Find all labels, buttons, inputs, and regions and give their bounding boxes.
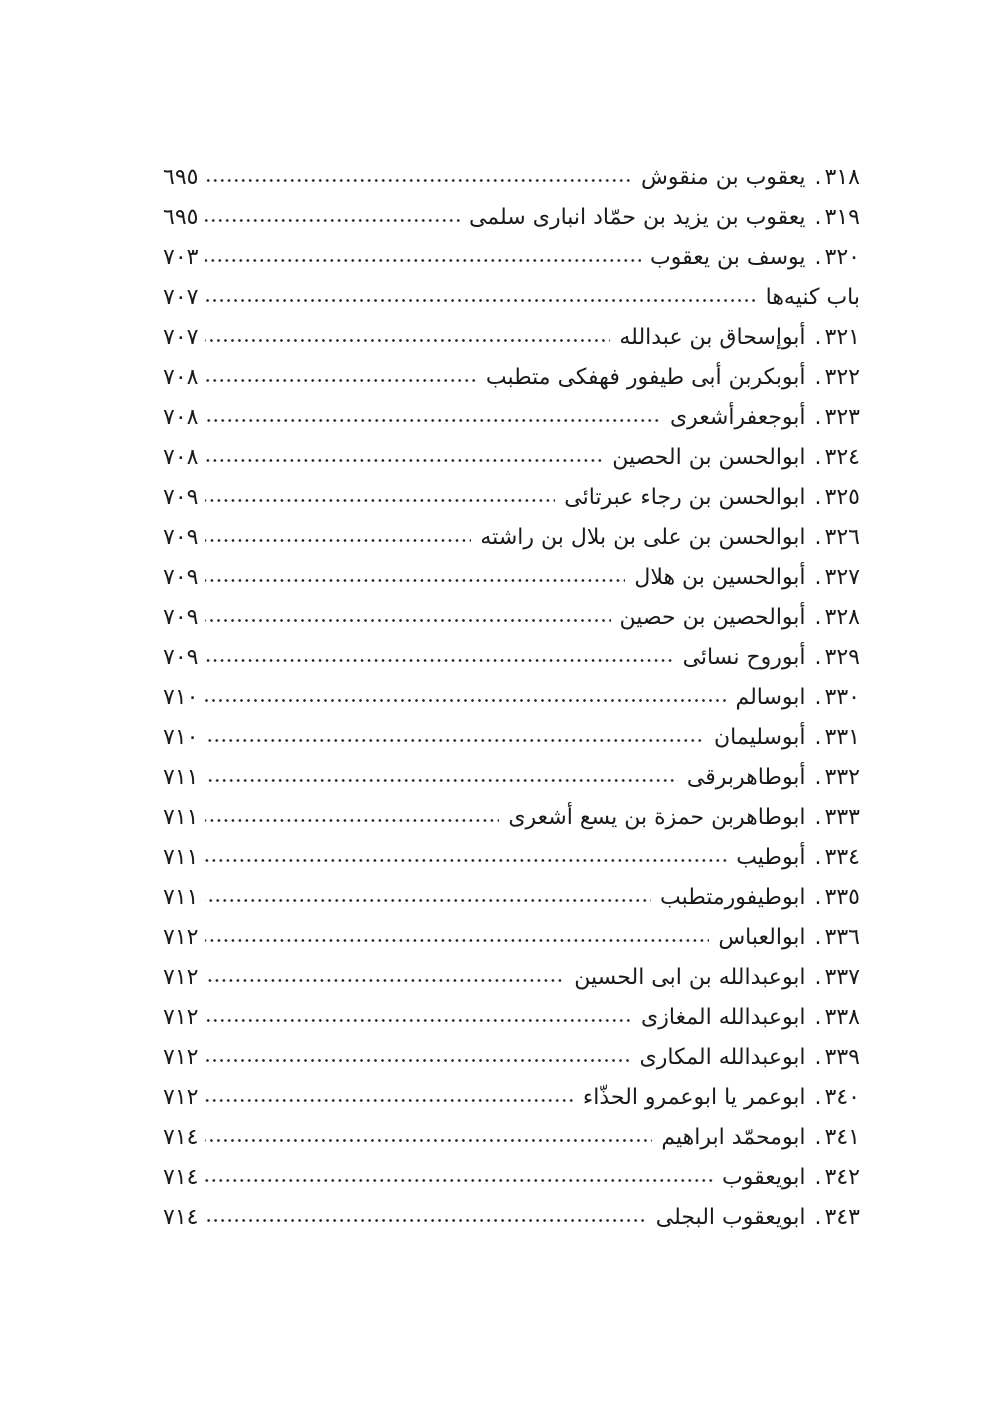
leader-dots [205,657,673,664]
toc-entry-title: ابوعبدالله المغازى [641,1005,806,1030]
toc-entry-page: ٧٠٩ [163,525,199,550]
toc-entry-number: ٣٢٠ [824,245,860,270]
toc-entry-separator: . [814,1205,822,1230]
toc-entry-page: ٧٠٩ [163,565,199,590]
toc-entry-number: ٣١٩ [824,205,860,230]
toc-entry-title: ابوالحسن بن رجاء عبرتائى [564,485,806,510]
leader-dots [205,217,460,224]
toc-entry-separator: . [814,845,822,870]
toc-entry-title: أبوطاهربرقى [686,765,806,790]
toc-entry-separator: . [814,445,822,470]
toc-entry-label [687,758,860,798]
toc-entry-label [670,398,860,438]
leader-dots [205,977,565,984]
toc-row [163,758,860,798]
toc-entry-page: ٧٠٨ [163,445,199,470]
leader-dots [205,617,610,624]
toc-entry-title: أبوإسحاق بن عبدالله [619,325,806,350]
toc-entry-separator: . [814,485,822,510]
toc-entry-title: أبوالحسين بن هلال [634,565,806,590]
toc-entry-label [650,238,860,278]
leader-dots [205,377,476,384]
toc-entry-number: ٣٣٦ [824,925,860,950]
toc-entry-page: ٧٠٩ [163,605,199,630]
leader-dots [205,697,726,704]
toc-entry-page: ٧١١ [163,845,199,870]
toc-entry-page: ٧١٢ [163,1045,199,1070]
toc-row [163,518,860,558]
toc-entry-separator: . [814,765,822,790]
toc-entry-page: ٧١١ [163,805,199,830]
toc-entry-page: ٧١٤ [163,1165,199,1190]
toc-entry-label [508,798,860,838]
toc-entry-number: ٣٢٦ [824,525,860,550]
toc-entry-number: ٣٣٨ [824,1005,860,1030]
toc-row [163,798,860,838]
toc-entry-title: ابومحمّد ابراهيم [661,1125,806,1150]
toc-entry-label [640,1038,860,1078]
toc-entry-page: ٧٠٩ [163,645,199,670]
toc-entry-number: ٣٢١ [824,325,860,350]
toc-entry-number: ٣٤١ [824,1125,860,1150]
leader-dots [205,1097,573,1104]
toc-entry-number: ٣٣٣ [824,805,860,830]
toc-entry-number: ٣٤٠ [824,1085,860,1110]
toc-entry-page: ٧٠٣ [163,245,199,270]
toc-entry-number: ٣٢٧ [824,565,860,590]
toc-entry-title: ابويعقوب البجلى [655,1205,806,1230]
toc-entry-title: أبوالحصين بن حصين [619,605,806,630]
toc-entry-page: ٦٩٥ [163,205,199,230]
toc-entry-separator: . [814,685,822,710]
toc-entry-title: أبوجعفرأشعرى [669,405,806,430]
toc-row [163,1078,860,1118]
toc-entry-title: ابويعقوب [722,1165,806,1190]
leader-dots [205,1177,713,1184]
leader-dots [205,1217,646,1224]
toc-entry-page: ٧١١ [163,885,199,910]
toc-row [163,478,860,518]
toc-entry-title: أبوبكربن أبى طيفور فهفكى متطبب [485,365,806,390]
leader-dots [205,337,610,344]
toc-row [163,878,860,918]
toc-row [163,398,860,438]
toc-entry-label [583,1078,860,1118]
toc-row [163,558,860,598]
toc-entry-separator: . [814,885,822,910]
toc-row [163,598,860,638]
toc-entry-number: ٣٣٧ [824,965,860,990]
toc-entry-number: ٣٣٠ [824,685,860,710]
toc-entry-page: ٧٠٧ [163,325,199,350]
leader-dots [205,577,625,584]
toc-row [163,318,860,358]
toc-entry-number: ٣٢٩ [824,645,860,670]
leader-dots [205,297,756,304]
toc-entry-title: ابوعمر يا ابوعمرو الحذّاء [582,1085,806,1110]
toc-entry-separator: . [814,525,822,550]
toc-entry-label [480,518,860,558]
toc-entry-label [766,278,860,318]
toc-row [163,998,860,1038]
toc-entry-title: ابوعبدالله بن ابى الحسين [574,965,806,990]
toc-entry-title: ابوالحسن بن الحصين [612,445,806,470]
toc-entry-page: ٧١٢ [163,925,199,950]
toc-row [163,1198,860,1238]
toc-entry-number: ٣٢٣ [824,405,860,430]
toc-entry-title: أبوروح نسائى [682,645,806,670]
leader-dots [205,857,727,864]
toc-row [163,438,860,478]
toc-entry-title: ابوسالم [735,685,806,710]
toc-entry-number: ٣٤٣ [824,1205,860,1230]
toc-entry-page: ٧١٢ [163,965,199,990]
toc-entry-separator: . [814,365,822,390]
toc-row [163,358,860,398]
toc-entry-label [660,878,860,918]
toc-entry-label [469,198,860,238]
toc-entry-separator: . [814,1165,822,1190]
toc-entry-number: ٣٢٤ [824,445,860,470]
toc-entry-label [620,598,860,638]
toc-entry-separator: . [814,605,822,630]
leader-dots [205,457,603,464]
toc-entry-separator: . [814,1005,822,1030]
toc-entry-label [683,638,860,678]
toc-row [163,718,860,758]
toc-entry-page: ٦٩٥ [163,165,199,190]
toc-entry-label [641,998,860,1038]
leader-dots [205,1057,630,1064]
toc-entry-page: ٧٠٨ [163,405,199,430]
toc-entry-page: ٧١٠ [163,685,199,710]
toc-entry-page: ٧١٢ [163,1085,199,1110]
toc-entry-label [735,678,860,718]
leader-dots [205,537,471,544]
toc-entry-separator: . [814,725,822,750]
toc-entry-separator: . [814,165,822,190]
toc-entry-separator: . [814,1085,822,1110]
toc-entry-label [656,1198,860,1238]
toc-entry-label [574,958,860,998]
toc-entry-separator: . [814,565,822,590]
leader-dots [205,1137,652,1144]
toc-row [163,158,860,198]
toc-entry-number: ٣٣٥ [824,885,860,910]
toc-row [163,678,860,718]
toc-entry-title: يعقوب بن منقوش [640,165,806,190]
leader-dots [205,177,632,184]
toc-row [163,1158,860,1198]
toc-row [163,918,860,958]
toc-entry-title: أبوسليمان [714,725,806,750]
toc-entry-label [634,558,860,598]
toc-row [163,1038,860,1078]
toc-entry-label [736,838,860,878]
toc-entry-separator: . [814,205,822,230]
toc-entry-title: يعقوب بن يزيد بن حمّاد انبارى سلمى [468,205,806,230]
toc-entry-number: ٣١٨ [824,165,860,190]
toc-entry-separator: . [814,645,822,670]
toc-entry-number: ٣٣٢ [824,765,860,790]
toc-entry-separator: . [814,325,822,350]
toc-entry-title: ابوطاهربن حمزة بن يسع أشعرى [508,805,806,830]
toc-entry-title: ابوالعباس [718,925,806,950]
leader-dots [205,817,499,824]
toc-entry-label [486,358,860,398]
toc-entry-separator: . [814,965,822,990]
toc-entry-number: ٣٣٤ [824,845,860,870]
toc-entry-label [661,1118,860,1158]
toc-row [163,958,860,998]
leader-dots [205,417,660,424]
leader-dots [205,897,651,904]
leader-dots [205,257,641,264]
toc-section-heading-row [163,278,860,318]
toc-entry-title: أبوطيب [736,845,806,870]
leader-dots [205,937,709,944]
toc-entry-label [612,438,860,478]
toc-entry-label [722,1158,860,1198]
leader-dots [205,777,677,784]
toc-entry-separator: . [814,925,822,950]
leader-dots [205,497,555,504]
toc-entry-page: ٧٠٧ [163,285,199,310]
toc-entry-label [564,478,860,518]
toc-entry-number: ٣٢٢ [824,365,860,390]
toc-entry-label [641,158,860,198]
toc-row [163,638,860,678]
toc-section-heading: باب كنيه‌ها [765,285,860,310]
toc-entry-page: ٧١٤ [163,1125,199,1150]
toc-entry-page: ٧١٠ [163,725,199,750]
toc-entry-title: يوسف بن يعقوب [650,245,806,270]
toc-entry-title: ابوالحسن بن على بن بلال بن راشته [480,525,806,550]
toc-entry-number: ٣٣١ [824,725,860,750]
toc-entry-page: ٧١٢ [163,1005,199,1030]
toc-entry-page: ٧١١ [163,765,199,790]
toc-entry-title: ابوطيفورمتطبب [659,885,806,910]
toc-entry-number: ٣٢٥ [824,485,860,510]
leader-dots [205,1017,632,1024]
toc-entry-label [619,318,860,358]
toc-entry-page: ٧٠٨ [163,365,199,390]
toc-entry-separator: . [814,1125,822,1150]
toc-entry-number: ٣٣٩ [824,1045,860,1070]
toc-entry-separator: . [814,805,822,830]
toc-row [163,238,860,278]
toc-entry-label [714,718,860,758]
toc-entry-title: ابوعبدالله المكارى [639,1045,806,1070]
toc-entry-page: ٧١٤ [163,1205,199,1230]
toc-row [163,198,860,238]
toc-entry-number: ٣٤٢ [824,1165,860,1190]
toc-entry-number: ٣٢٨ [824,605,860,630]
toc-entry-label [718,918,860,958]
toc-entry-separator: . [814,245,822,270]
leader-dots [205,737,705,744]
toc-row [163,838,860,878]
toc-entry-page: ٧٠٩ [163,485,199,510]
toc-row [163,1118,860,1158]
toc-entry-separator: . [814,1045,822,1070]
toc-entry-separator: . [814,405,822,430]
